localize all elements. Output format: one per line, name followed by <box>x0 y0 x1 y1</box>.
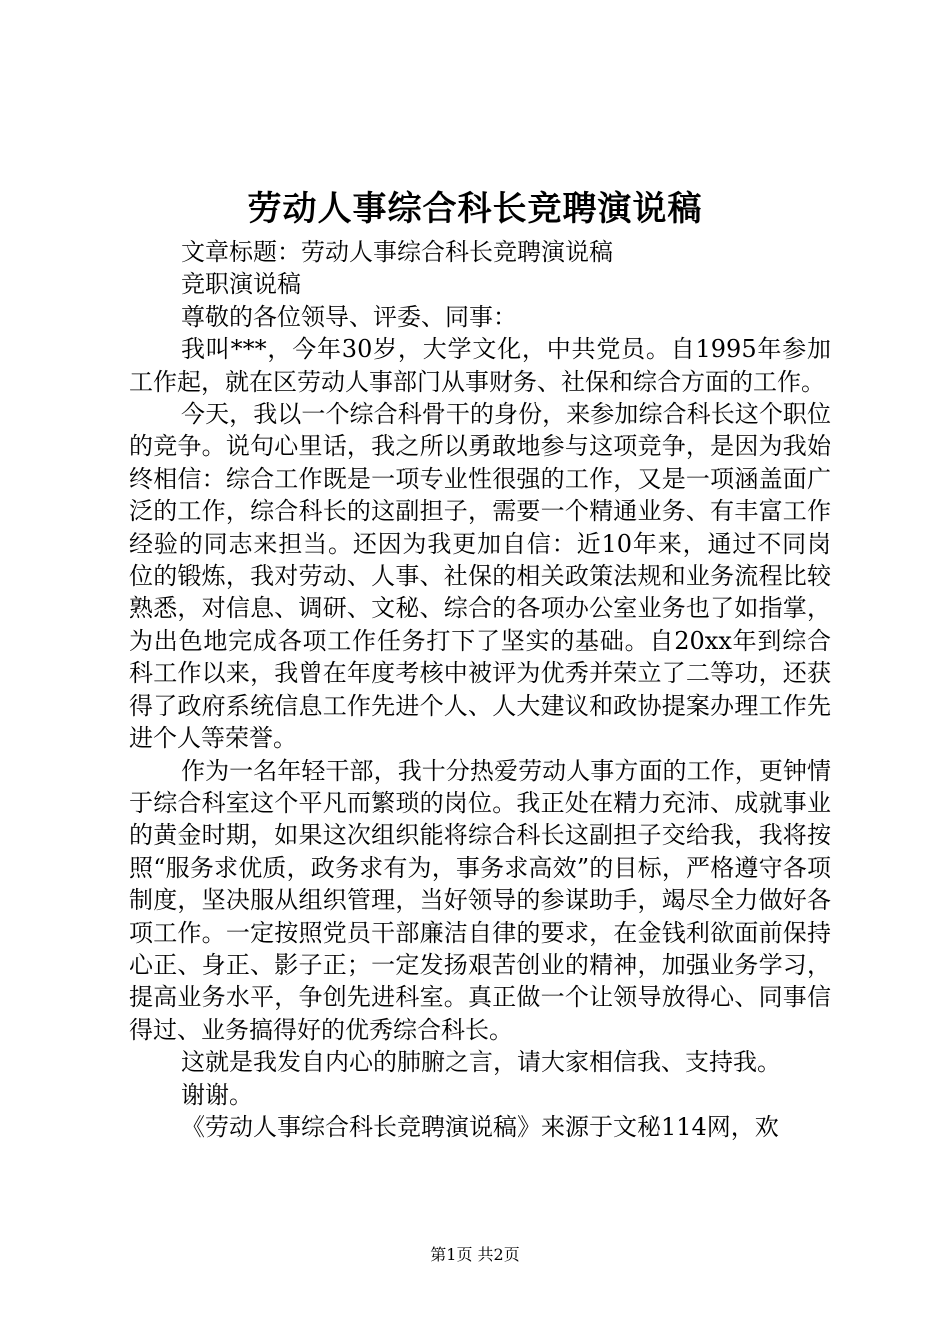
paragraph-motivation: 今天，我以一个综合科骨干的身份，来参加综合科长这个职位的竞争。说句心里话，我之所以勇敢地参与这项竞争，是因为我始终相信：综合工作既是一项专业性很强的工作，又是一项涵盖面广泛的工作，综合科长的这副担子，需要一个精通业务、有丰富工作经验的同志来担当。还因为我更加自信：近10年来，通过不同岗位的锻炼，我对劳动、人事、社保的相关政策法规和业务流程比较熟悉，对信息、调研、文秘、综合的各项办公室业务也了如指掌，为出色地完成各项工作任务打下了坚实的基础。自20xx年到综合科工作以来，我曾在年度考核中被评为优秀并荣立了二等功，还获得了政府系统信息工作先进个人、人大建议和政协提案办理工作先进个人等荣誉。 <box>129 400 831 753</box>
page-footer: 第1页 共2页 <box>430 1245 520 1264</box>
paragraph-closing: 这就是我发自内心的肺腑之言，请大家相信我、支持我。 <box>181 1048 781 1077</box>
paragraph-thanks: 谢谢。 <box>181 1080 253 1109</box>
salutation: 尊敬的各位领导、评委、同事： <box>181 302 517 331</box>
category-line: 竞职演说稿 <box>181 270 301 299</box>
paragraph-commitment: 作为一名年轻干部，我十分热爱劳动人事方面的工作，更钟情于综合科室这个平凡而繁琐的岗位。我正处在精力充沛、成就事业的黄金时期，如果这次组织能将综合科长这副担子交给我，我将按照“服务求优质，政务求有为，事务求高效”的目标，严格遵守各项制度，坚决服从组织管理，当好领导的参谋助手，竭尽全力做好各项工作。一定按照党员干部廉洁自律的要求，在金钱利欲面前保持心正、身正、影子正；一定发扬艰苦创业的精神，加强业务学习，提高业务水平，争创先进科室。真正做一个让领导放得心、同事信得过、业务搞得好的优秀综合科长。 <box>129 756 831 1044</box>
document-body <box>129 236 831 1143</box>
article-title-line: 文章标题：劳动人事综合科长竞聘演说稿 <box>181 238 613 266</box>
paragraph-source: 《劳动人事综合科长竞聘演说稿》来源于文秘114网，欢 <box>181 1112 779 1141</box>
document-title: 劳动人事综合科长竞聘演说稿 <box>247 189 703 229</box>
paragraph-introduction: 我叫***，今年30岁，大学文化，中共党员。自1995年参加工作起，就在区劳动人事部门从事财务、社保和综合方面的工作。 <box>129 335 831 396</box>
